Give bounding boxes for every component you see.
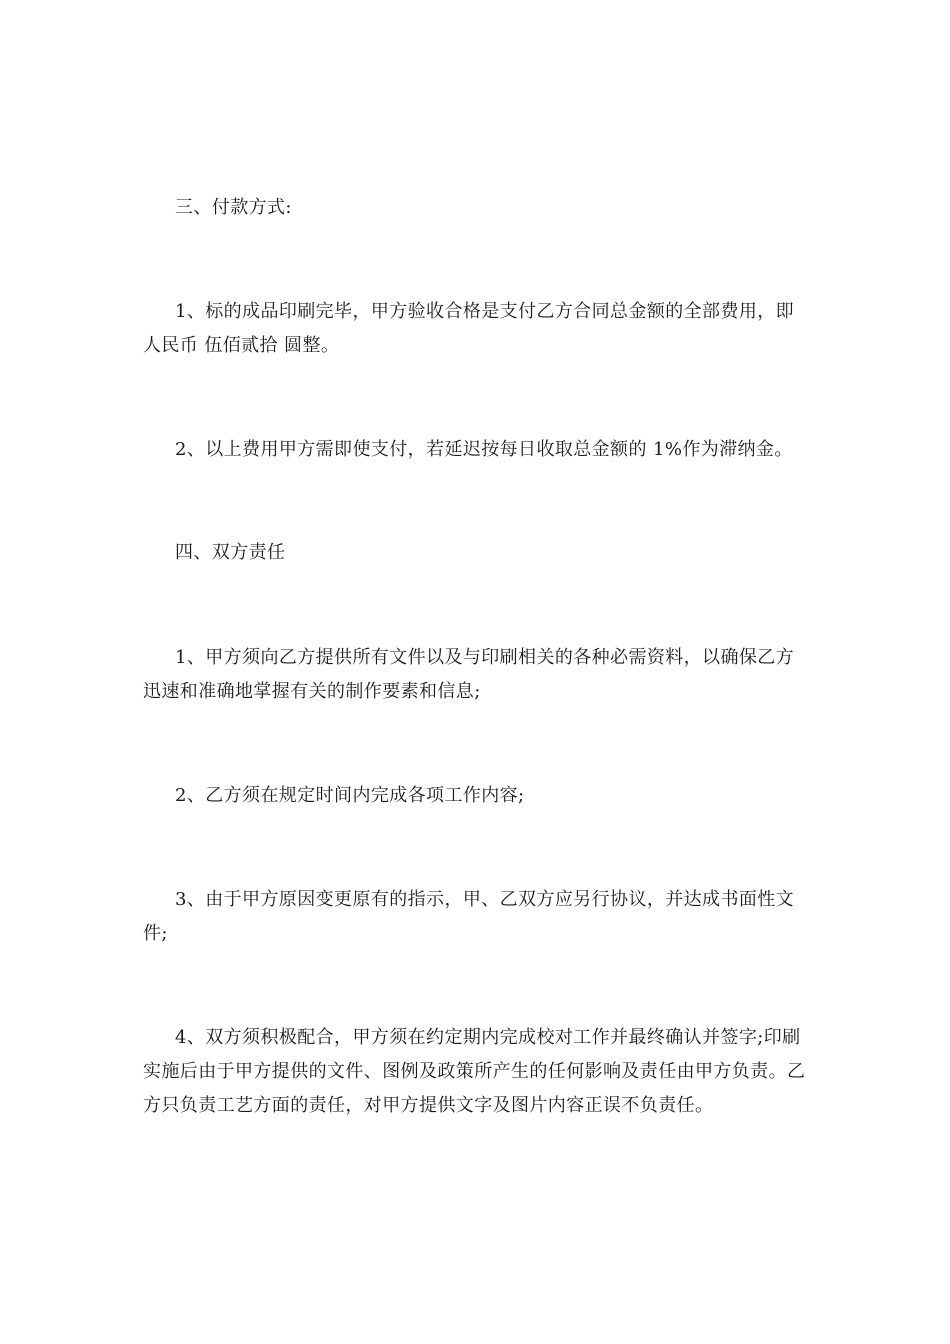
payment-clause-2: 2、以上费用甲方需即使支付，若延迟按每日收取总金额的 1%作为滞纳金。 — [175, 439, 793, 460]
responsibility-clause-2: 2、乙方须在规定时间内完成各项工作内容; — [175, 785, 525, 806]
responsibility-clause-1: 1、甲方须向乙方提供所有文件以及与印刷相关的各种必需资料，以确保乙方迅速和准确地掌握有关的制作要素和信息; — [143, 647, 795, 702]
section-heading-payment: 三、付款方式: — [175, 197, 292, 218]
payment-clause-1: 1、标的成品印刷完毕，甲方验收合格是支付乙方合同总金额的全部费用，即人民币 伍佰贰拾 圆整。 — [143, 301, 795, 356]
section-heading-responsibilities: 四、双方责任 — [175, 542, 286, 563]
responsibility-clause-4: 4、双方须积极配合，甲方须在约定期内完成校对工作并最终确认并签字;印刷实施后由于甲方提供的文件、图例及政策所产生的任何影响及责任由甲方负责。乙方只负责工艺方面的责任，对甲方提供文字及图片内容正误不负责任。 — [143, 1027, 806, 1116]
responsibility-clause-3: 3、由于甲方原因变更原有的指示，甲、乙双方应另行协议，并达成书面性文件; — [143, 889, 795, 944]
